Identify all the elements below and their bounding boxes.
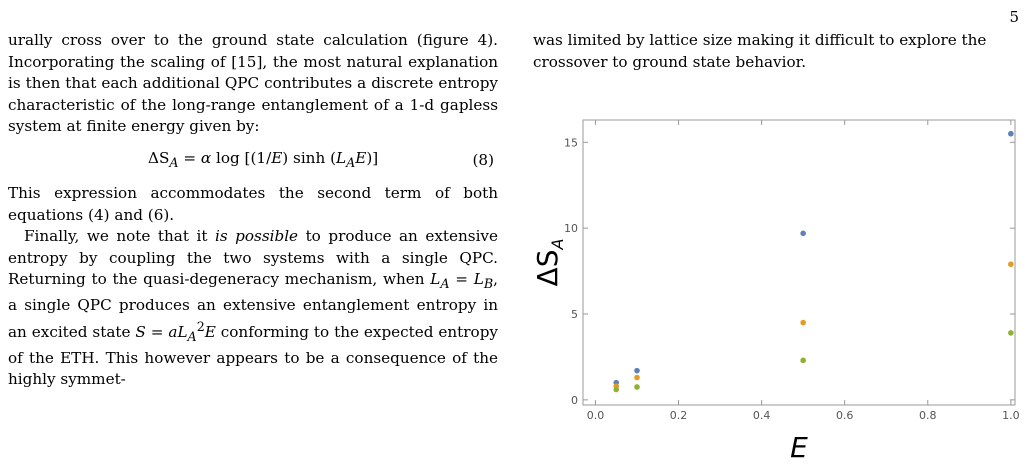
left-column — [8, 30, 498, 391]
y-tick-label: 0 — [571, 393, 578, 407]
paragraph-3: Finally, we note that it is possible to produce an extensive entropy by coupling the two systems with a single QPC. Returning to the quasi-degeneracy mechanism, when $L_A = L_B$, a single QPC produces an extensive entanglement entropy in an excited state $S = aL_A^2E$ conforming to the expected entropy of the ETH. This however appears to be a consequence of the highly symmet- — [8, 227, 499, 389]
x-tick-label: 1.0 — [1002, 409, 1020, 422]
data-point — [613, 387, 619, 393]
x-tick-label: 0.6 — [835, 409, 854, 422]
data-point — [1008, 330, 1014, 336]
paragraph-2: This expression accommodates the second term of both equations (4) and (6). — [8, 184, 498, 224]
y-axis-label: $\Delta S_A$ — [533, 238, 567, 287]
page-number: 5 — [1009, 8, 1019, 26]
equation-body: $\Delta S_A = \alpha$ log [(1/E) $\sinh (L_AE)$] — [148, 148, 379, 170]
x-tick-label: 0.2 — [669, 409, 688, 422]
scatter-plot — [533, 110, 1023, 468]
figure-chart — [533, 110, 1023, 468]
data-point — [1008, 261, 1014, 267]
y-tick-label: 5 — [571, 308, 578, 322]
x-tick-label: 0.8 — [919, 409, 937, 422]
data-point — [1008, 131, 1014, 137]
right-paragraph-1: was limited by lattice size making it difficult to explore the crossover to ground state behavior. — [533, 31, 987, 71]
y-tick-label: 15 — [564, 136, 578, 150]
data-point — [800, 320, 806, 326]
equation-number: (8) — [472, 150, 494, 169]
data-point — [634, 375, 640, 381]
data-point — [800, 358, 806, 364]
data-point — [800, 231, 806, 237]
data-point — [634, 384, 640, 390]
paragraph-1: urally cross over to the ground state calculation (figure 4). Incorporating the scaling of [15], the most natural explanation is then that each additional QPC contributes a discrete entropy characteristic of the long-range entanglement of a 1-d gapless system at finite energy given by: — [8, 31, 498, 135]
plot-frame — [583, 120, 1015, 405]
right-column — [533, 30, 1023, 73]
x-axis-label: E — [790, 431, 808, 464]
data-point — [634, 368, 640, 374]
y-tick-label: 10 — [564, 222, 578, 236]
x-tick-label: 0.4 — [752, 409, 771, 422]
equation-8 — [8, 148, 498, 174]
x-tick-label: 0.0 — [586, 409, 605, 422]
y-axis-label-subscript: A — [548, 238, 567, 250]
